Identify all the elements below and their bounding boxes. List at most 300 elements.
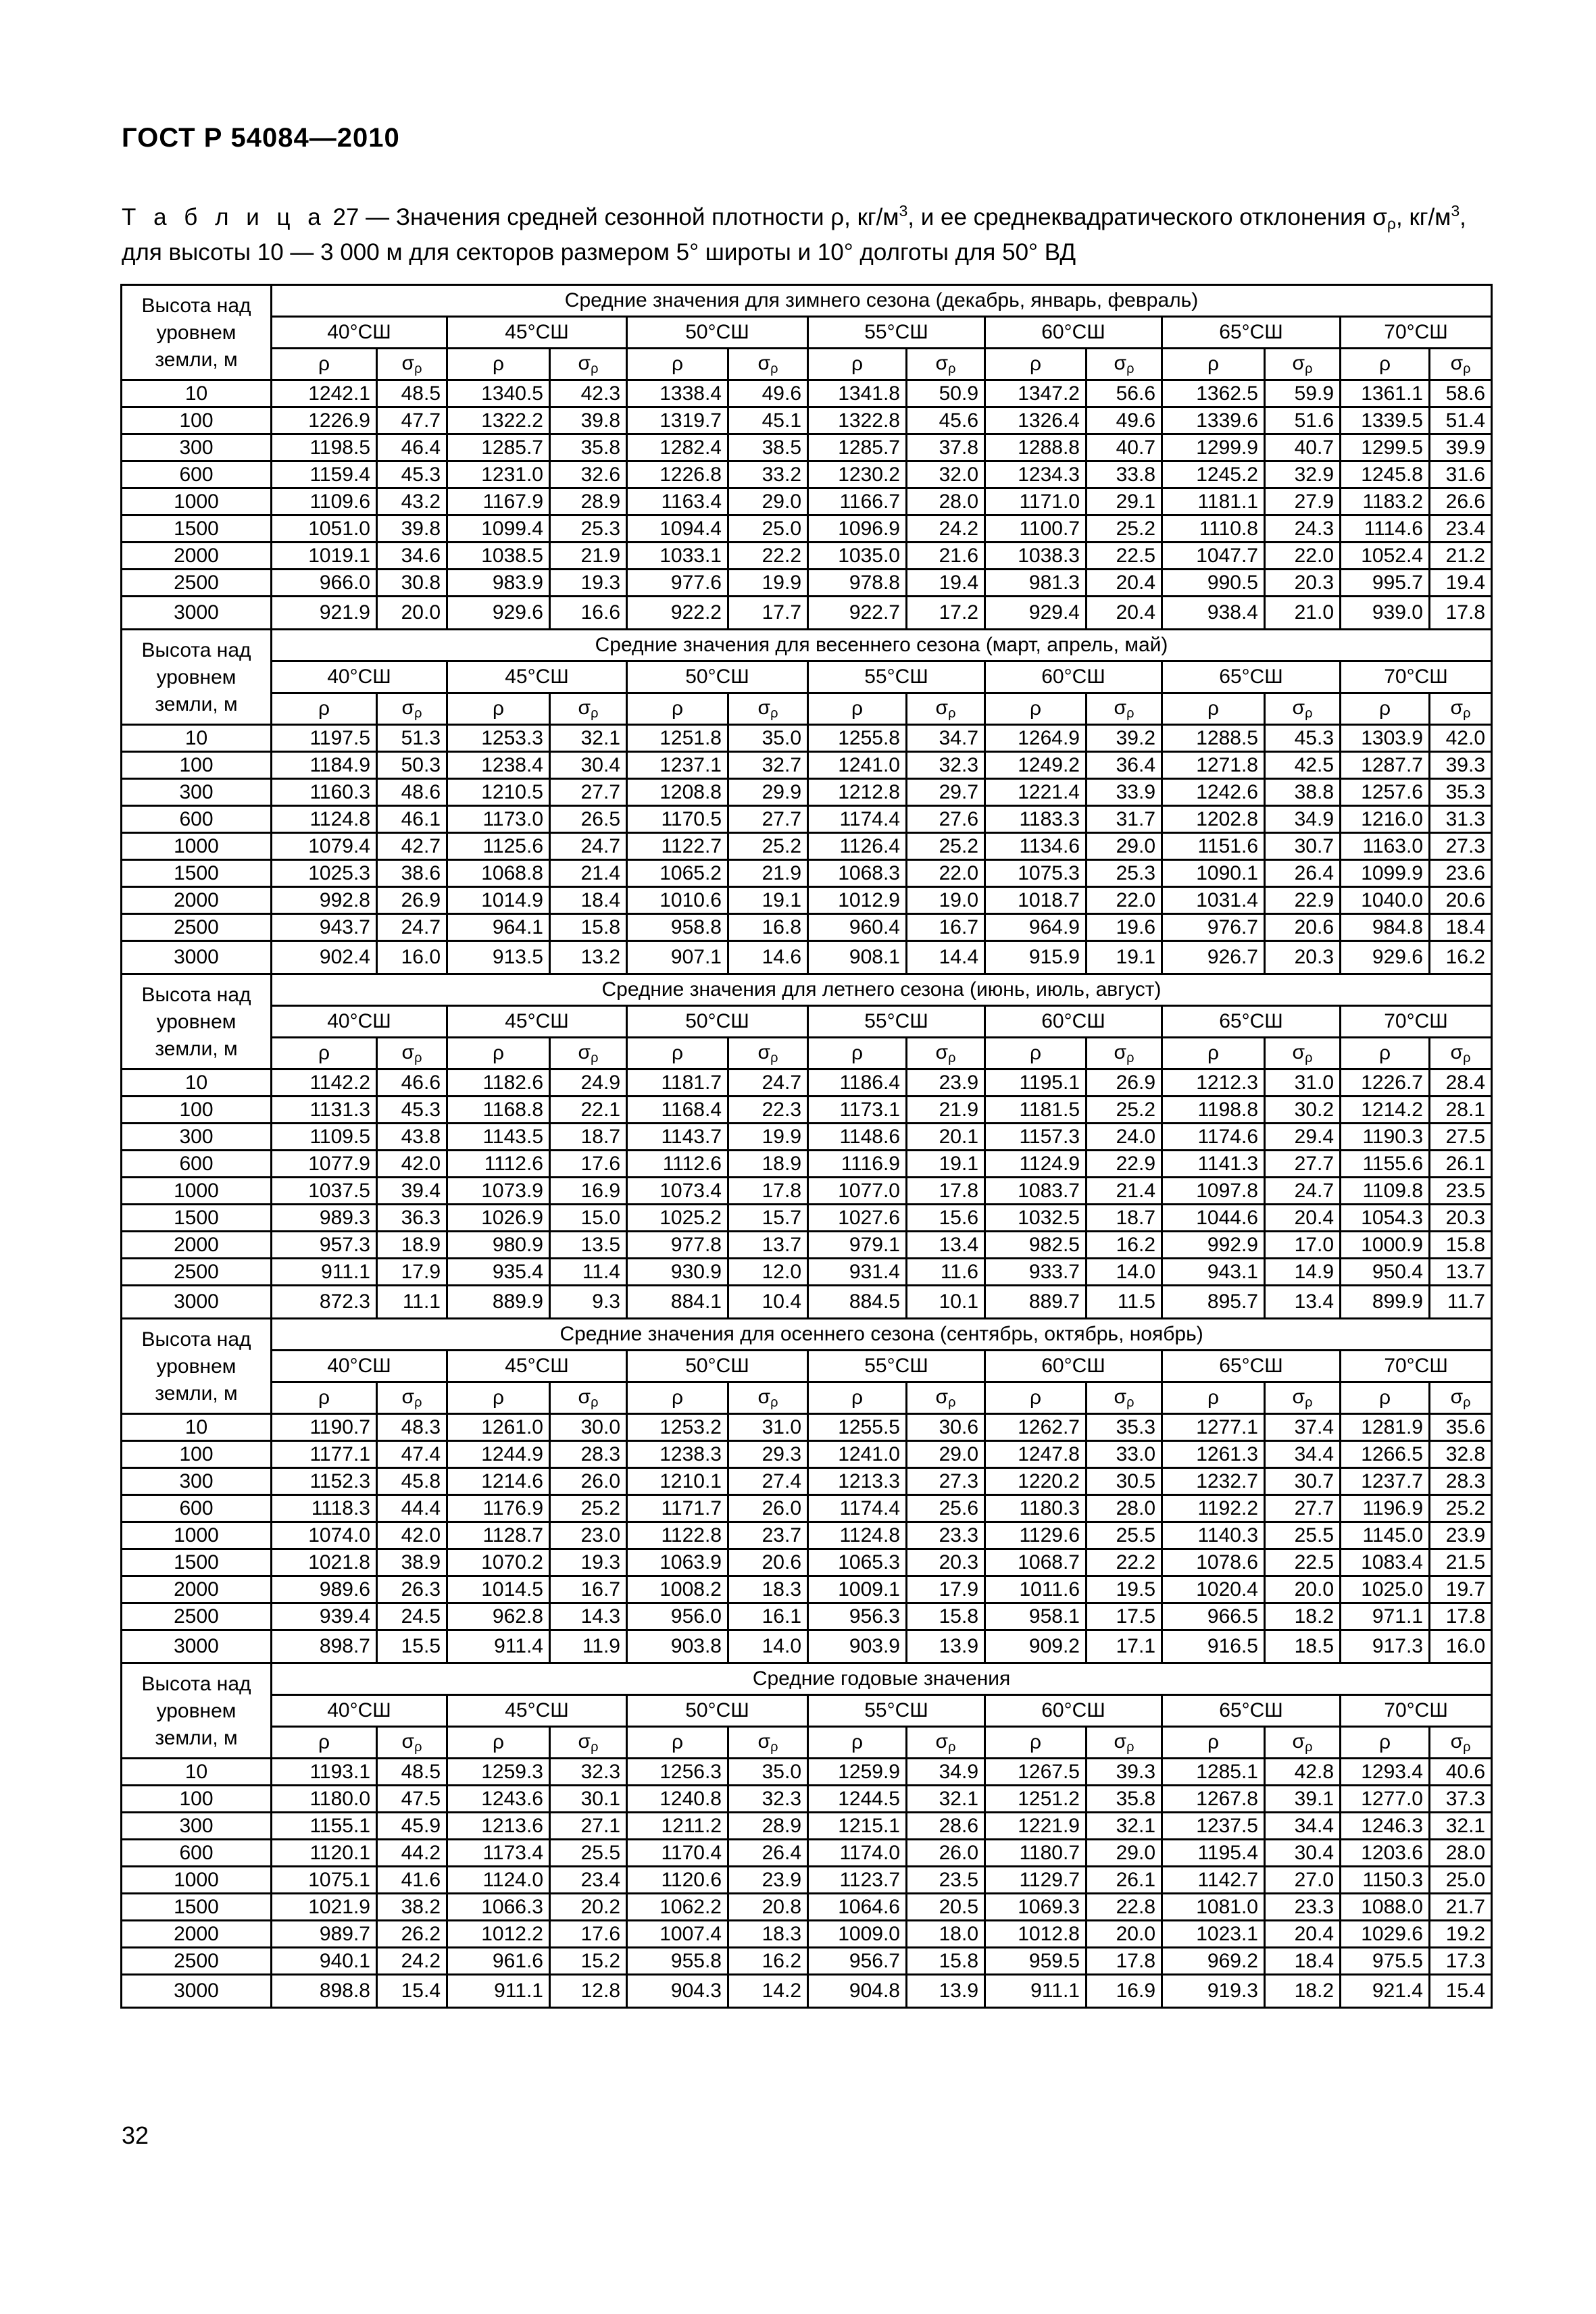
- density-cell: 1112.6: [447, 1151, 550, 1178]
- sigma-symbol: σ: [1292, 1385, 1305, 1408]
- density-cell: 1065.2: [627, 860, 728, 887]
- sigma-symbol: σ: [1114, 696, 1127, 719]
- density-cell: 1070.2: [447, 1549, 550, 1576]
- sigma-subscript: ρ: [1126, 1739, 1134, 1755]
- density-cell: 1208.8: [627, 779, 728, 806]
- sigma-subscript: ρ: [948, 1394, 956, 1410]
- altitude-cell: 300: [122, 1124, 272, 1151]
- density-cell: 1163.4: [627, 488, 728, 515]
- density-cell: 1073.4: [627, 1178, 728, 1205]
- density-cell: 1198.5: [272, 434, 377, 461]
- sigma-subscript: ρ: [1463, 1739, 1471, 1755]
- season-title: Средние годовые значения: [272, 1663, 1492, 1695]
- density-cell: 1124.8: [272, 806, 377, 833]
- deviation-cell: 24.2: [907, 515, 985, 543]
- density-cell: 1157.3: [985, 1124, 1087, 1151]
- deviation-cell: 25.6: [907, 1495, 985, 1522]
- density-cell: 982.5: [985, 1232, 1087, 1259]
- density-cell: 1116.9: [808, 1151, 907, 1178]
- density-cell: 995.7: [1341, 570, 1430, 597]
- sigma-symbol: σ: [578, 1385, 591, 1408]
- density-cell: 1012.2: [447, 1921, 550, 1948]
- caption-sub-rho: ρ: [1387, 215, 1396, 232]
- deviation-cell: 17.2: [907, 597, 985, 630]
- deviation-cell: 19.1: [1087, 941, 1162, 974]
- deviation-cell: 24.7: [1265, 1178, 1341, 1205]
- altitude-cell: 3000: [122, 1286, 272, 1319]
- density-cell: 1044.6: [1162, 1205, 1265, 1232]
- deviation-cell: 14.9: [1265, 1259, 1341, 1286]
- deviation-cell: 50.3: [377, 752, 447, 779]
- density-cell: 931.4: [808, 1259, 907, 1286]
- deviation-cell: 20.8: [728, 1894, 808, 1921]
- rho-header: ρ: [272, 1038, 377, 1070]
- deviation-cell: 30.5: [1087, 1468, 1162, 1495]
- altitude-cell: 1000: [122, 833, 272, 860]
- deviation-cell: 19.7: [1430, 1576, 1492, 1603]
- deviation-cell: 51.6: [1265, 407, 1341, 434]
- deviation-cell: 35.8: [550, 434, 627, 461]
- deviation-cell: 9.3: [550, 1286, 627, 1319]
- deviation-cell: 23.3: [1265, 1894, 1341, 1921]
- deviation-cell: 17.3: [1430, 1948, 1492, 1975]
- deviation-cell: 22.9: [1265, 887, 1341, 914]
- deviation-cell: 47.4: [377, 1441, 447, 1468]
- sigma-subscript: ρ: [948, 1739, 956, 1755]
- deviation-cell: 23.5: [1430, 1178, 1492, 1205]
- table-row: [122, 488, 1492, 515]
- density-cell: 889.7: [985, 1286, 1087, 1319]
- density-cell: 1171.7: [627, 1495, 728, 1522]
- deviation-cell: 22.0: [1265, 543, 1341, 570]
- density-cell: 978.8: [808, 570, 907, 597]
- table-row: [122, 1232, 1492, 1259]
- density-cell: 1124.0: [447, 1867, 550, 1894]
- table-row: [122, 725, 1492, 752]
- table-row: [122, 1178, 1492, 1205]
- sigma-subscript: ρ: [414, 1739, 422, 1755]
- density-cell: 907.1: [627, 941, 728, 974]
- altitude-cell: 10: [122, 380, 272, 407]
- deviation-cell: 18.7: [1087, 1205, 1162, 1232]
- sigma-header: [550, 693, 627, 725]
- rho-header: ρ: [447, 349, 550, 380]
- rho-header: ρ: [272, 693, 377, 725]
- density-cell: 1027.6: [808, 1205, 907, 1232]
- table-row: [122, 1840, 1492, 1867]
- deviation-cell: 44.4: [377, 1495, 447, 1522]
- deviation-cell: 15.4: [377, 1975, 447, 2008]
- altitude-cell: 100: [122, 407, 272, 434]
- density-cell: 1202.8: [1162, 806, 1265, 833]
- deviation-cell: 22.0: [1087, 887, 1162, 914]
- density-cell: 961.6: [447, 1948, 550, 1975]
- density-cell: 1347.2: [985, 380, 1087, 407]
- deviation-cell: 39.4: [377, 1178, 447, 1205]
- deviation-cell: 15.6: [907, 1205, 985, 1232]
- deviation-cell: 25.0: [1430, 1867, 1492, 1894]
- deviation-cell: 20.4: [1087, 570, 1162, 597]
- density-cell: 921.4: [1341, 1975, 1430, 2008]
- sigma-header: [377, 693, 447, 725]
- density-cell: 1230.2: [808, 461, 907, 488]
- rho-header: ρ: [447, 1038, 550, 1070]
- deviation-cell: 30.4: [550, 752, 627, 779]
- sigma-symbol: σ: [1114, 351, 1127, 374]
- density-cell: 1025.2: [627, 1205, 728, 1232]
- density-cell: 943.7: [272, 914, 377, 941]
- deviation-cell: 34.4: [1265, 1813, 1341, 1840]
- density-cell: 1073.9: [447, 1178, 550, 1205]
- sigma-subscript: ρ: [414, 361, 422, 376]
- deviation-cell: 25.5: [1087, 1522, 1162, 1549]
- sigma-header: [1430, 1382, 1492, 1414]
- deviation-cell: 26.1: [1087, 1867, 1162, 1894]
- deviation-cell: 18.2: [1265, 1975, 1341, 2008]
- deviation-cell: 32.3: [550, 1759, 627, 1786]
- rho-header: ρ: [447, 1727, 550, 1759]
- deviation-cell: 32.1: [1087, 1813, 1162, 1840]
- season-section: [120, 1317, 1493, 1664]
- altitude-cell: 300: [122, 779, 272, 806]
- deviation-cell: 43.8: [377, 1124, 447, 1151]
- sigma-header: [1265, 1038, 1341, 1070]
- latitude-header: 55°СШ: [808, 1695, 985, 1727]
- density-cell: 1168.4: [627, 1097, 728, 1124]
- rho-header: ρ: [1341, 1038, 1430, 1070]
- deviation-cell: 26.0: [728, 1495, 808, 1522]
- deviation-cell: 47.7: [377, 407, 447, 434]
- deviation-cell: 20.3: [907, 1549, 985, 1576]
- deviation-cell: 46.6: [377, 1070, 447, 1097]
- rho-header: ρ: [1341, 349, 1430, 380]
- table-row: [122, 1205, 1492, 1232]
- density-cell: 1068.7: [985, 1549, 1087, 1576]
- altitude-cell: 600: [122, 461, 272, 488]
- density-cell: 1032.5: [985, 1205, 1087, 1232]
- sigma-subscript: ρ: [948, 1050, 956, 1065]
- deviation-cell: 22.8: [1087, 1894, 1162, 1921]
- density-cell: 1150.3: [1341, 1867, 1430, 1894]
- deviation-cell: 58.6: [1430, 380, 1492, 407]
- density-cell: 921.9: [272, 597, 377, 630]
- latitude-header: 45°СШ: [447, 1351, 627, 1382]
- table-word: Т а б л и ц а: [122, 204, 326, 230]
- density-cell: 1174.0: [808, 1840, 907, 1867]
- table-row: [122, 887, 1492, 914]
- deviation-cell: 16.9: [1087, 1975, 1162, 2008]
- table-row: [122, 1259, 1492, 1286]
- density-cell: 1124.9: [985, 1151, 1087, 1178]
- deviation-cell: 23.9: [1430, 1522, 1492, 1549]
- sigma-symbol: σ: [935, 1385, 949, 1408]
- table-row: [122, 806, 1492, 833]
- sigma-symbol: σ: [935, 696, 949, 719]
- deviation-cell: 24.2: [377, 1948, 447, 1975]
- sigma-subscript: ρ: [1126, 705, 1134, 721]
- deviation-cell: 38.5: [728, 434, 808, 461]
- deviation-cell: 21.9: [907, 1097, 985, 1124]
- density-cell: 1177.1: [272, 1441, 377, 1468]
- density-cell: 1160.3: [272, 779, 377, 806]
- deviation-cell: 19.4: [1430, 570, 1492, 597]
- deviation-cell: 30.2: [1265, 1097, 1341, 1124]
- density-cell: 971.1: [1341, 1603, 1430, 1630]
- density-cell: 1242.1: [272, 380, 377, 407]
- density-cell: 1129.7: [985, 1867, 1087, 1894]
- latitude-header: 60°СШ: [985, 1006, 1162, 1038]
- deviation-cell: 20.4: [1265, 1205, 1341, 1232]
- rho-header: ρ: [808, 1382, 907, 1414]
- deviation-cell: 13.7: [1430, 1259, 1492, 1286]
- deviation-cell: 17.7: [728, 597, 808, 630]
- caption-part-1: — Значения средней сезонной плотности ρ, кг/м: [366, 204, 899, 230]
- sigma-header: [377, 1038, 447, 1070]
- density-cell: 1064.6: [808, 1894, 907, 1921]
- latitude-header: 40°СШ: [272, 317, 447, 349]
- deviation-cell: 45.3: [377, 461, 447, 488]
- density-cell: 957.3: [272, 1232, 377, 1259]
- sigma-subscript: ρ: [1463, 361, 1471, 376]
- sigma-header: [550, 1727, 627, 1759]
- sigma-subscript: ρ: [1305, 1050, 1313, 1065]
- deviation-cell: 21.9: [550, 543, 627, 570]
- deviation-cell: 11.9: [550, 1630, 627, 1663]
- density-cell: 1214.2: [1341, 1097, 1430, 1124]
- density-cell: 898.8: [272, 1975, 377, 2008]
- density-cell: 1238.4: [447, 752, 550, 779]
- deviation-cell: 34.9: [907, 1759, 985, 1786]
- deviation-cell: 50.9: [907, 380, 985, 407]
- deviation-cell: 13.7: [728, 1232, 808, 1259]
- density-cell: 1195.1: [985, 1070, 1087, 1097]
- latitude-header: 65°СШ: [1162, 1006, 1341, 1038]
- density-cell: 1255.5: [808, 1414, 907, 1441]
- density-cell: 898.7: [272, 1630, 377, 1663]
- deviation-cell: 17.8: [1087, 1948, 1162, 1975]
- density-cell: 929.6: [1341, 941, 1430, 974]
- altitude-cell: 2000: [122, 1232, 272, 1259]
- sigma-subscript: ρ: [591, 361, 599, 376]
- altitude-cell: 2000: [122, 887, 272, 914]
- deviation-cell: 49.6: [1087, 407, 1162, 434]
- density-cell: 1021.9: [272, 1894, 377, 1921]
- table-row: [122, 515, 1492, 543]
- deviation-cell: 31.7: [1087, 806, 1162, 833]
- density-cell: 929.4: [985, 597, 1087, 630]
- density-cell: 1123.7: [808, 1867, 907, 1894]
- deviation-cell: 16.7: [907, 914, 985, 941]
- sigma-header: [377, 1727, 447, 1759]
- sigma-header: [1087, 349, 1162, 380]
- deviation-cell: 15.0: [550, 1205, 627, 1232]
- sigma-subscript: ρ: [591, 705, 599, 721]
- deviation-cell: 17.6: [550, 1921, 627, 1948]
- density-cell: 1083.4: [1341, 1549, 1430, 1576]
- deviation-cell: 42.0: [377, 1522, 447, 1549]
- table-row: [122, 752, 1492, 779]
- latitude-header: 60°СШ: [985, 1695, 1162, 1727]
- latitude-header: 70°СШ: [1341, 1006, 1492, 1038]
- density-cell: 950.4: [1341, 1259, 1430, 1286]
- latitude-header: 45°СШ: [447, 661, 627, 693]
- deviation-cell: 23.4: [1430, 515, 1492, 543]
- density-cell: 1245.2: [1162, 461, 1265, 488]
- deviation-cell: 40.6: [1430, 1759, 1492, 1786]
- density-cell: 1163.0: [1341, 833, 1430, 860]
- latitude-header: 45°СШ: [447, 1006, 627, 1038]
- density-cell: 1142.2: [272, 1070, 377, 1097]
- density-cell: 1259.9: [808, 1759, 907, 1786]
- deviation-cell: 29.0: [1087, 833, 1162, 860]
- deviation-cell: 32.1: [550, 725, 627, 752]
- deviation-cell: 28.4: [1430, 1070, 1492, 1097]
- deviation-cell: 29.9: [728, 779, 808, 806]
- deviation-cell: 16.2: [1087, 1232, 1162, 1259]
- deviation-cell: 32.1: [907, 1786, 985, 1813]
- altitude-cell: 3000: [122, 941, 272, 974]
- density-cell: 1125.6: [447, 833, 550, 860]
- density-cell: 1262.7: [985, 1414, 1087, 1441]
- sigma-subscript: ρ: [770, 1394, 778, 1410]
- rho-header: ρ: [985, 1382, 1087, 1414]
- density-cell: 911.4: [447, 1630, 550, 1663]
- altitude-cell: 2500: [122, 1259, 272, 1286]
- deviation-cell: 32.9: [1265, 461, 1341, 488]
- altitude-cell: 3000: [122, 597, 272, 630]
- density-cell: 1192.2: [1162, 1495, 1265, 1522]
- deviation-cell: 45.6: [907, 407, 985, 434]
- density-cell: 922.7: [808, 597, 907, 630]
- density-cell: 1167.9: [447, 488, 550, 515]
- sigma-subscript: ρ: [414, 1394, 422, 1410]
- latitude-header: 40°СШ: [272, 1006, 447, 1038]
- deviation-cell: 22.2: [1087, 1549, 1162, 1576]
- table-row: [122, 1097, 1492, 1124]
- deviation-cell: 40.7: [1087, 434, 1162, 461]
- latitude-header: 50°СШ: [627, 1006, 808, 1038]
- deviation-cell: 19.1: [728, 887, 808, 914]
- density-cell: 1212.8: [808, 779, 907, 806]
- density-cell: 1068.3: [808, 860, 907, 887]
- density-cell: 903.9: [808, 1630, 907, 1663]
- density-cell: 1155.1: [272, 1813, 377, 1840]
- density-cell: 981.3: [985, 570, 1087, 597]
- density-cell: 1226.9: [272, 407, 377, 434]
- deviation-cell: 44.2: [377, 1840, 447, 1867]
- density-cell: 1129.6: [985, 1522, 1087, 1549]
- density-cell: 955.8: [627, 1948, 728, 1975]
- density-cell: 1142.7: [1162, 1867, 1265, 1894]
- deviation-cell: 32.7: [728, 752, 808, 779]
- density-cell: 926.7: [1162, 941, 1265, 974]
- deviation-cell: 34.6: [377, 543, 447, 570]
- density-cell: 1173.0: [447, 806, 550, 833]
- deviation-cell: 15.8: [907, 1948, 985, 1975]
- deviation-cell: 39.2: [1087, 725, 1162, 752]
- deviation-cell: 38.2: [377, 1894, 447, 1921]
- deviation-cell: 26.3: [377, 1576, 447, 1603]
- caption-sup-2: 3: [1451, 202, 1460, 220]
- season-section: [120, 973, 1493, 1319]
- density-cell: 1009.1: [808, 1576, 907, 1603]
- density-cell: 913.5: [447, 941, 550, 974]
- deviation-cell: 25.2: [907, 833, 985, 860]
- rho-header: ρ: [627, 1038, 728, 1070]
- deviation-cell: 27.7: [728, 806, 808, 833]
- density-cell: 1120.1: [272, 1840, 377, 1867]
- deviation-cell: 20.0: [1087, 1921, 1162, 1948]
- altitude-cell: 1500: [122, 1205, 272, 1232]
- deviation-cell: 19.6: [1087, 914, 1162, 941]
- sigma-subscript: ρ: [1305, 361, 1313, 376]
- density-cell: 916.5: [1162, 1630, 1265, 1663]
- deviation-cell: 35.0: [728, 1759, 808, 1786]
- density-cell: 911.1: [985, 1975, 1087, 2008]
- sigma-symbol: σ: [1292, 1730, 1305, 1753]
- deviation-cell: 36.3: [377, 1205, 447, 1232]
- table-row: [122, 1070, 1492, 1097]
- density-cell: 1148.6: [808, 1124, 907, 1151]
- deviation-cell: 42.0: [377, 1151, 447, 1178]
- deviation-cell: 18.4: [550, 887, 627, 914]
- deviation-cell: 28.9: [550, 488, 627, 515]
- density-cell: 1213.6: [447, 1813, 550, 1840]
- altitude-cell: 1000: [122, 1522, 272, 1549]
- deviation-cell: 16.9: [550, 1178, 627, 1205]
- density-cell: 1124.8: [808, 1522, 907, 1549]
- density-cell: 1257.6: [1341, 779, 1430, 806]
- density-cell: 1322.2: [447, 407, 550, 434]
- density-cell: 980.9: [447, 1232, 550, 1259]
- rho-header: ρ: [1162, 349, 1265, 380]
- deviation-cell: 24.7: [728, 1070, 808, 1097]
- density-cell: 1029.6: [1341, 1921, 1430, 1948]
- sigma-symbol: σ: [578, 1040, 591, 1063]
- deviation-cell: 45.9: [377, 1813, 447, 1840]
- deviation-cell: 17.5: [1087, 1603, 1162, 1630]
- density-cell: 966.5: [1162, 1603, 1265, 1630]
- sigma-symbol: σ: [1292, 1040, 1305, 1063]
- deviation-cell: 22.9: [1087, 1151, 1162, 1178]
- density-cell: 1234.3: [985, 461, 1087, 488]
- density-cell: 1277.1: [1162, 1414, 1265, 1441]
- deviation-cell: 51.3: [377, 725, 447, 752]
- density-cell: 1110.8: [1162, 515, 1265, 543]
- deviation-cell: 30.6: [907, 1414, 985, 1441]
- sigma-symbol: σ: [935, 1730, 949, 1753]
- deviation-cell: 25.2: [1087, 1097, 1162, 1124]
- density-cell: 1319.7: [627, 407, 728, 434]
- deviation-cell: 22.0: [907, 860, 985, 887]
- deviation-cell: 26.1: [1430, 1151, 1492, 1178]
- density-cell: 1062.2: [627, 1894, 728, 1921]
- density-cell: 1109.6: [272, 488, 377, 515]
- density-cell: 1120.6: [627, 1867, 728, 1894]
- rho-header: ρ: [272, 349, 377, 380]
- density-cell: 1134.6: [985, 833, 1087, 860]
- density-cell: 969.2: [1162, 1948, 1265, 1975]
- density-cell: 872.3: [272, 1286, 377, 1319]
- table-row: [122, 461, 1492, 488]
- deviation-cell: 32.6: [550, 461, 627, 488]
- sigma-symbol: σ: [401, 1730, 415, 1753]
- deviation-cell: 49.6: [728, 380, 808, 407]
- density-cell: 1180.3: [985, 1495, 1087, 1522]
- density-cell: 1190.3: [1341, 1124, 1430, 1151]
- altitude-header: Высота над уровнем земли, м: [122, 974, 272, 1070]
- sigma-header: [1430, 1038, 1492, 1070]
